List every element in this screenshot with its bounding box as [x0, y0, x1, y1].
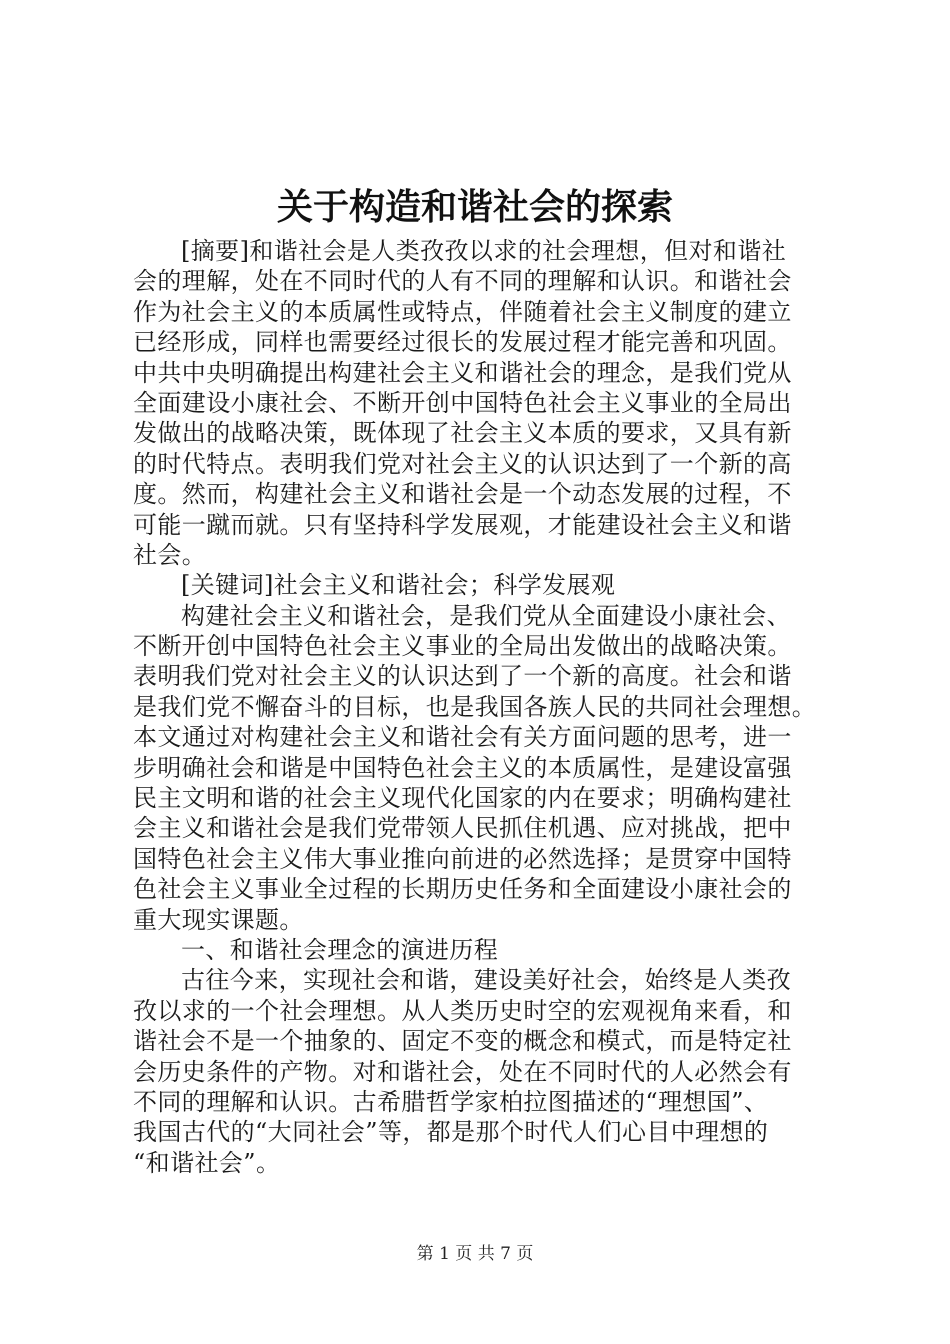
- section-line: 古往今来，实现社会和谐，建设美好社会，始终是人类孜: [181, 966, 791, 995]
- intro-line: 本文通过对构建社会主义和谐社会有关方面问题的思考，进一: [133, 723, 792, 752]
- intro-line: 不断开创中国特色社会主义事业的全局出发做出的战略决策。: [133, 632, 792, 661]
- section-line: “和谐社会”。: [133, 1148, 281, 1177]
- section-line: 会历史条件的产物。对和谐社会，处在不同时代的人必然会有: [133, 1057, 792, 1086]
- abstract-line: 中共中央明确提出构建社会主义和谐社会的理念，是我们党从: [133, 358, 792, 387]
- document-body: [133, 236, 833, 1178]
- section-line: 孜以求的一个社会理想。从人类历史时空的宏观视角来看，和: [133, 996, 792, 1025]
- intro-line: 民主文明和谐的社会主义现代化国家的内在要求；明确构建社: [133, 784, 792, 813]
- abstract-line: 全面建设小康社会、不断开创中国特色社会主义事业的全局出: [133, 388, 792, 417]
- abstract-line: 的时代特点。表明我们党对社会主义的认识达到了一个新的高: [133, 449, 792, 478]
- abstract-line: 作为社会主义的本质属性或特点，伴随着社会主义制度的建立: [133, 297, 792, 326]
- intro-line: 会主义和谐社会是我们党带领人民抓住机遇、应对挑战，把中: [133, 814, 792, 843]
- intro-line: 是我们党不懈奋斗的目标，也是我国各族人民的共同社会理想。: [133, 692, 817, 721]
- page-number-footer: 第 1 页 共 7 页: [416, 1244, 534, 1264]
- abstract-line: [摘要]和谐社会是人类孜孜以求的社会理想，但对和谐社: [181, 237, 787, 265]
- document-title: 关于构造和谐社会的探索: [276, 186, 673, 228]
- section-line: 我国古代的“大同社会”等，都是那个时代人们心目中理想的: [133, 1118, 769, 1147]
- keywords-line: [关键词]社会主义和谐社会；科学发展观: [181, 571, 616, 600]
- abstract-line: 度。然而，构建社会主义和谐社会是一个动态发展的过程，不: [133, 480, 792, 509]
- abstract-line: 已经形成，同样也需要经过很长的发展过程才能完善和巩固。: [133, 328, 792, 357]
- section-line: 谐社会不是一个抽象的、固定不变的概念和模式，而是特定社: [133, 1027, 792, 1056]
- section-heading: 一、和谐社会理念的演进历程: [181, 935, 499, 964]
- intro-line: 色社会主义事业全过程的长期历史任务和全面建设小康社会的: [133, 875, 792, 904]
- intro-line: 构建社会主义和谐社会，是我们党从全面建设小康社会、: [181, 601, 791, 630]
- intro-line: 重大现实课题。: [133, 905, 304, 934]
- abstract-line: 会的理解，处在不同时代的人有不同的理解和认识。和谐社会: [133, 267, 792, 296]
- abstract-line: 可能一蹴而就。只有坚持科学发展观，才能建设社会主义和谐: [133, 510, 792, 539]
- abstract-line: 社会。: [133, 540, 207, 569]
- intro-line: 步明确社会和谐是中国特色社会主义的本质属性，是建设富强: [133, 753, 792, 782]
- abstract-line: 发做出的战略决策，既体现了社会主义本质的要求，又具有新: [133, 419, 792, 448]
- intro-line: 国特色社会主义伟大事业推向前进的必然选择；是贯穿中国特: [133, 844, 792, 873]
- intro-line: 表明我们党对社会主义的认识达到了一个新的高度。社会和谐: [133, 662, 792, 691]
- section-line: 不同的理解和认识。古希腊哲学家柏拉图描述的“理想国”、: [133, 1087, 769, 1116]
